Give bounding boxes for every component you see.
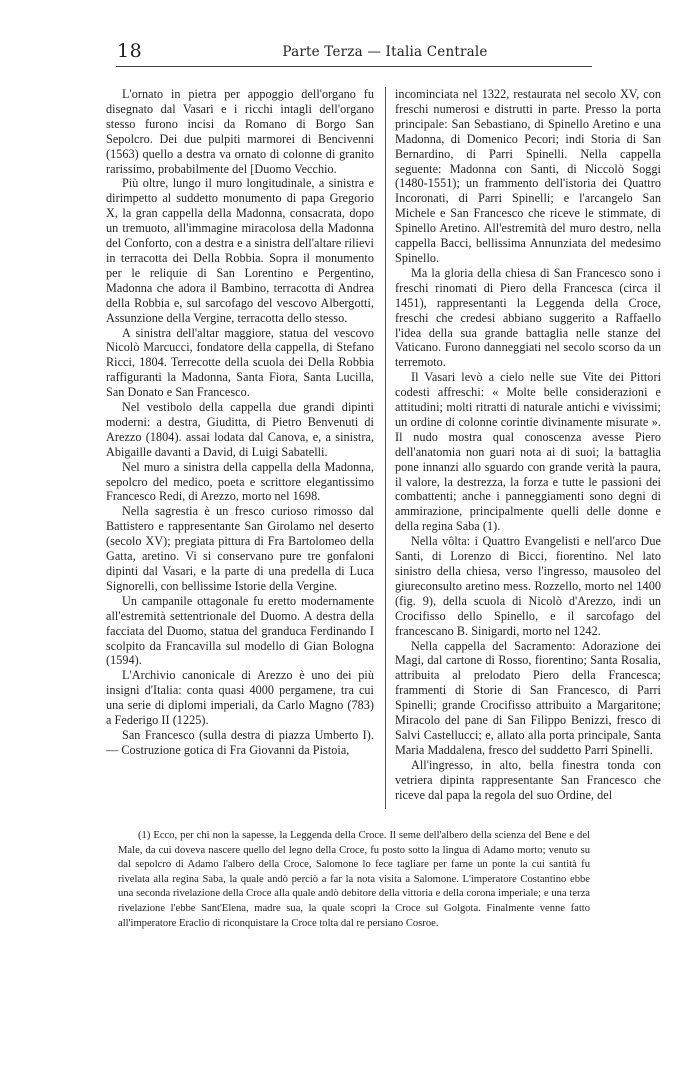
paragraph: Nel muro a sinistra della cappella della Madonna, sepolcro del medico, poeta e scrittore elegantissimo Francesco Redi, di Arezzo, morto nel 1698. bbox=[106, 459, 374, 504]
paragraph: Ma la gloria della chiesa di San Francesco sono i freschi rinomati di Piero della Francesca (circa il 1451), rappresentanti la Leggenda della Croce, freschi che credesi abbiano suggerito a Raffaello l'idea della sua grande battaglia nelle stanze del Vaticano. Furono danneggiati nel secolo scorso da un terremoto. bbox=[395, 265, 661, 370]
paragraph: A sinistra dell'altar maggiore, statua del vescovo Nicolò Marcucci, fondatore della cappella, di Stefano Ricci, 1804. Terrecotte della scuola dei Della Robbia raffiguranti la Madonna, Santa Fiora, Santa Lucilla, San Donato e San Francesco. bbox=[106, 325, 374, 400]
paragraph: L'Archivio canonicale di Arezzo è uno dei più insigni d'Italia: conta quasi 4000 pergamene, tra cui una serie di diplomi imperiali, da Carlo Magno (783) a Federigo II (1225). bbox=[106, 668, 374, 728]
footnote: (1) Ecco, per chi non la sapesse, la Leggenda della Croce. Il seme dell'albero della scienza del Bene e del Male, da cui doveva nascere quello del legno della Croce, fu posto sotto la lingua di Adamo morto; venuto su dal sepolcro di Adamo l'albero della Croce, Salomone lo fece tagliare per farne un ponte la cui santità fu rivelata alla regina Saba, la quale andò perciò a far la nota visita a Salomone. L'imperatore Costantino ebbe una seconda rivelazione della Croce alla quale andò debitore della vittoria e della corona imperiale; e una terza rivelazione l'ebbe Sant'Elena, madre sua, la quale scoprì la Croce sul Golgota. Finalmente venne fatto all'imperatore Eraclio di riconquistare la Croce tolta dal re persiano Cosroe. bbox=[118, 830, 590, 929]
paragraph: Un campanile ottagonale fu eretto modernamente all'estremità settentrionale del Duomo. A destra della facciata del Duomo, statua del granduca Ferdinando I scolpito da Francavilla sul modello di Gian Bologna (1594). bbox=[106, 593, 374, 668]
column-divider bbox=[385, 87, 386, 809]
paragraph: San Francesco (sulla destra di piazza Umberto I). — Costruzione gotica di Fra Giovanni da Pistoia, bbox=[106, 727, 374, 757]
paragraph: Più oltre, lungo il muro longitudinale, a sinistra e dirimpetto al suddetto monumento di papa Gregorio X, la gran cappella della Madonna, consacrata, dopo un tremuoto, all'immagine miracolosa della Madonna del Conforto, con a destra e a sinistra dell'altare rilievi in terracotta dei Della Robbia. Sopra il monumento per le reliquie di San Lorentino e Pergentino, Madonna che adora il Bambino, terracotta di Andrea della Robbia e, sul sarcofago del vescovo Albergotti, Assunzione della Vergine, terracotta dello stesso. bbox=[106, 176, 374, 325]
left-column bbox=[106, 87, 374, 758]
header-rule bbox=[116, 66, 592, 67]
paragraph: Nella vôlta: i Quattro Evangelisti e nell'arco Due Santi, di Lorenzo di Bicci, fiorentino. Nel lato sinistro della chiesa, verso l'ingresso, mausoleo del giureconsulto aretino mess. Rozzello, morto nel 1400 (fig. 9), della scuola di Nicolò d'Arezzo, indi un Crocifisso dello Spinello, e il sarcofago del francescano B. Sinigardi, morto nel 1242. bbox=[395, 534, 661, 638]
right-column bbox=[395, 87, 661, 803]
paragraph: L'ornato in pietra per appoggio dell'organo fu disegnato dal Vasari e i ricchi intagli dell'organo stesso furono incisi da Romano di Borgo San Sepolcro. Dei due pulpiti marmorei di Bencivenni (1563) quello a destra va ornato di colonne di granito rarissimo, probabilmente del [Duomo Vecchio. bbox=[106, 87, 374, 176]
paragraph: Il Vasari levò a cielo nelle sue Vite dei Pittori codesti affreschi: « Molte belle considerazioni e attitudini; molti ritratti di naturale antichi e vivissimi; un ordine di colonne corintie divinamente misurate ». Il nudo mostra qual conoscenza avesse Piero dell'anatomia non guari nota ai di suoi; la battaglia pone innanzi allo sguardo con grande verità la paura, il valore, la destrezza, la forza e tutte le passioni dei combattenti; anche i panneggiamenti sono degni di ammirazione, principalmente quelli delle donne e della regina Saba (1). bbox=[395, 370, 661, 534]
paragraph: Nel vestibolo della cappella due grandi dipinti moderni: a destra, Giuditta, di Pietro Benvenuti di Arezzo (1804). assai lodata dal Canova, e, a sinistra, Abigaille davanti a David, di Luigi Sabatelli. bbox=[106, 400, 374, 459]
running-header: Parte Terza — Italia Centrale bbox=[282, 44, 488, 60]
paragraph: Nella sagrestia è un fresco curioso rimosso dal Battistero e rappresentante San Girolamo nel deserto (secolo XV); pregiata pittura di Fra Bartolomeo della Gatta, aretino. Vi si conservano pure tre gonfaloni dipinti dal Vasari, e la parte di una predella di Luca Signorelli, con bellissime Istorie della Vergine. bbox=[106, 504, 374, 593]
page-number: 18 bbox=[117, 40, 143, 62]
paragraph: All'ingresso, in alto, bella finestra tonda con vetriera dipinta rappresentante San Francesco che riceve dal papa la regola del suo Ordine, del bbox=[395, 757, 661, 802]
paragraph: incominciata nel 1322, restaurata nel secolo XV, con freschi numerosi e distrutti in parte. Presso la porta principale: San Sebastiano, di Spinello Aretino e una Madonna, di Domenico Pecori; indi Storia di San Bernardino, di Parri Spinelli. Nella cappella seguente: Madonna con Santi, di Niccolò Soggi (1480-1551); un frammento dell'istoria dei Quattro Incoronati, di Parri Spinelli; e l'arcangelo San Michele e San Francesco che riceve le stimmate, di Spinello Aretino. All'estremità del muro destro, nella cappella Bacci, bellissima Annunziata del medesimo Spinello. bbox=[395, 87, 661, 265]
paragraph: Nella cappella del Sacramento: Adorazione dei Magi, dal cartone di Rosso, fiorentino; Santa Rosalia, attribuita al prelodato Piero della Francesca; frammenti di Storie di San Francesco, di Parri Spinelli; grande Crocifisso attribuito a Margaritone; Miracolo del pane di San Filippo Benizzi, fresco di Salvi Castellucci; e, allato alla porta principale, Santa Maria Maddalena, fresco del suddetto Parri Spinelli. bbox=[395, 638, 661, 757]
